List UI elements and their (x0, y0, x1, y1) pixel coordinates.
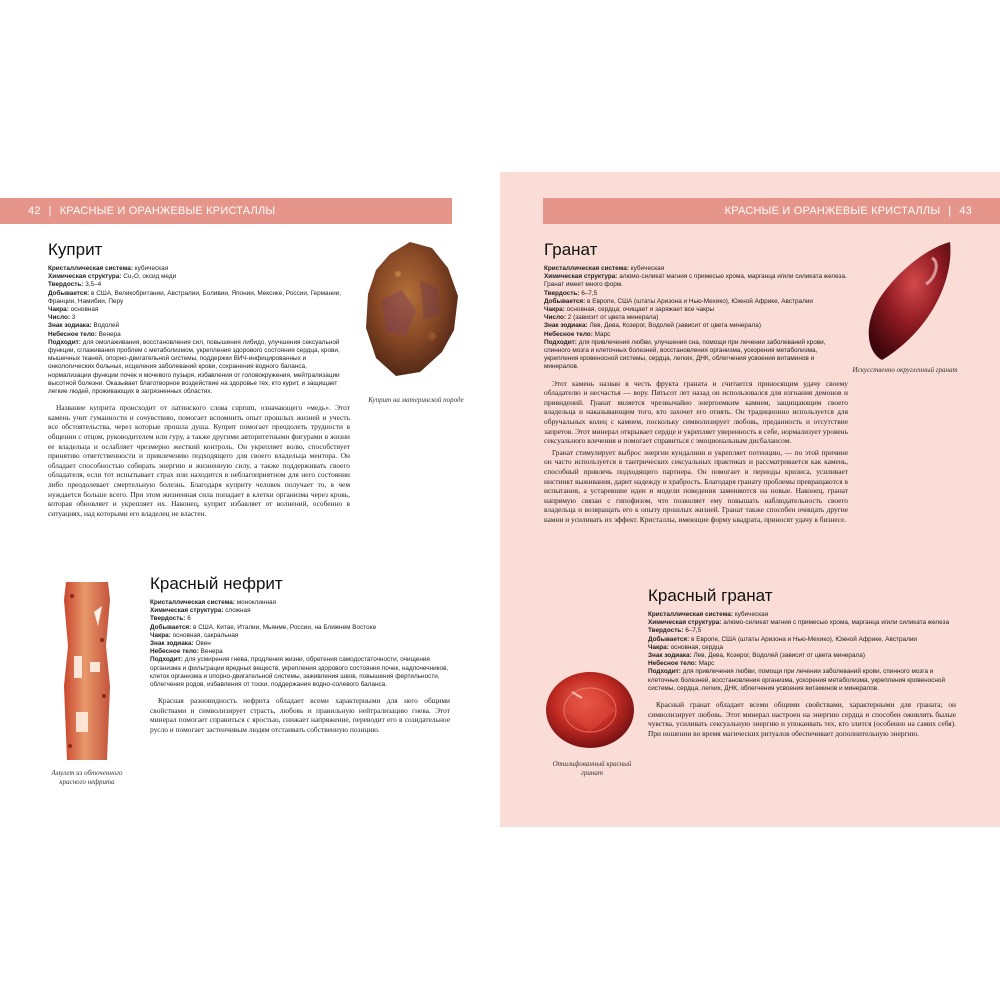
prop-row: Знак зодиака: Лев, Дева, Козерог, Водолей (зависит от цвета минерала) (648, 652, 865, 660)
garnet-section (544, 240, 848, 527)
red-garnet-props (648, 611, 956, 693)
prop-row: Химическая структура: алюмо-силикат магния с примесью хрома, марганца и/или силиката железа. Гранат имеет много форм. (544, 273, 847, 289)
red-jade-props (150, 599, 450, 689)
garnet-rounded-image (862, 238, 958, 364)
prop-row: Твердость: 6–7,5 (648, 627, 702, 635)
cuprite-image (362, 240, 462, 388)
prop-row: Твердость: 6–7,5 (544, 289, 598, 297)
cuprite-section (48, 240, 350, 520)
left-header-title: КРАСНЫЕ И ОРАНЖЕВЫЕ КРИСТАЛЛЫ (59, 205, 276, 217)
prop-row: Кристаллическая система: моноклинная (150, 599, 277, 606)
cuprite-props (48, 265, 350, 396)
right-header-title: КРАСНЫЕ И ОРАНЖЕВЫЕ КРИСТАЛЛЫ (724, 205, 941, 217)
red-garnet-caption: Отшлифованный красный гранат (552, 760, 632, 777)
prop-row: Химическая структура: сложная (150, 607, 251, 615)
page-number-left: 42 (28, 205, 41, 217)
red-jade-title: Красный нефрит (150, 574, 283, 593)
header-separator: | (48, 205, 52, 217)
left-header (0, 198, 452, 224)
prop-row: Чакра: основная (48, 306, 99, 314)
page-number-right: 43 (959, 205, 972, 217)
right-page (500, 172, 1000, 827)
prop-row: Небесное тело: Венера (150, 648, 223, 656)
prop-row: Знак зодиака: Лев, Дева, Козерог, Водолей (зависит от цвета минерала) (544, 322, 761, 330)
red-garnet-faceted-image (542, 668, 638, 754)
garnet-caption: Искусственно округленный гранат (852, 366, 958, 374)
header-separator: | (948, 205, 952, 217)
prop-row: Добывается: в США, Китае, Италии, Мьянме, России, на Ближнем Востоке (150, 623, 377, 631)
red-jade-body: Красная разновидность нефрита обладает всеми характерными для него общими свойствами и символизирует страсть, любовь и правильную нейтрализацию гнева. Этот минерал помогает справиться с яростью, снижает напряжение, переводит его в созидательное русло и помогает застенчивым людям отстаивать собственную позицию. (150, 696, 450, 735)
prop-row: Подходит: для усмирения гнева, продления жизни, обретения самодостаточности, очищения организма и фильтрации вредных веществ, укрепления здорового состояния почек, надпочечников, клеток организма и опорно-двигательной системы, заживления швов, повышения фертильности, облегчения родов, избавления от тоски, поддержания водно-солевого баланса. (150, 656, 449, 689)
prop-row: Чакра: основная, сакральная (150, 631, 239, 639)
garnet-title: Гранат (544, 240, 598, 259)
prop-row: Твердость: 3,5–4 (48, 281, 102, 289)
prop-row: Подходит: для привлечения любви, помощи при лечении заболеваний крови, спинного мозга и клеточных болезней, восстановления организма, ускорения метаболизма, укрепления кровеносной системы, сердца, легких, ДНК, облегчения усвоения витаминов и минералов. (648, 668, 946, 692)
garnet-props (544, 265, 848, 372)
prop-row: Знак зодиака: Овен (150, 640, 211, 648)
garnet-body: Этот камень назван в честь фрукта граната и считается приносящим удачу своему обладателю и несчастья — вору. Пятьсот лет назад он использовался для изгнания демонов и привидений. Гранат является чрезвычайно энергоемким камнем, защищающим своего владельца и наказывающим того, кто захочет его отнять. Он традиционно используется для обручальных колец с камнем, поскольку символизирует любовь, преданность и отсутствие запретов. Этот минерал открывает сердце и укрепляет уверенность в себе, нормализует уровень сексуального влечения и помогает справиться с эмоциональным дисбалансом. Гранат стимулирует выброс энергии кундалини и укрепляет потенцию, — по этой причине он часто используется в тантрических сексуальных практиках и рассматривается как камень, способный привлечь подходящего партнера. Он помогает в периоды кризиса, усиливает инстинкт выживания, дарит надежду и храбрость. Благодаря гранату проблемы превращаются в испытания, а устаревшие идеи и модели поведения заменяются на новые. Наконец, гранат напрямую связан с гипофизом, что позволяет ему повышать наблюдательность своего владельца и возвращать его к опыту прошлых жизней. Гранат также способен очищать другие камни и усиливать их эффект. Кристаллы, имеющие форму квадрата, приносят удачу в бизнесе. (544, 378, 848, 524)
prop-row: Подходит: для привлечения любви, улучшения сна, помощи при лечении заболеваний крови, спинного мозга и клеточных болезней, восстановления организма, ускорения метаболизма, укрепления кровеносной системы, сердца, легких, ДНК, облегчения усвоения витаминов и минералов. (544, 338, 826, 371)
prop-row: Добывается: в Европе, США (штаты Аризона и Нью-Мехико), Южной Африке, Австралии (648, 635, 917, 643)
right-header (543, 198, 1000, 224)
red-jade-amulet-image (58, 576, 116, 766)
prop-row: Число: 2 (зависит от цвета минерала) (544, 314, 659, 322)
cuprite-body: Название куприта происходит от латинского слова cuprum, означающего «медь». Этот камень учит гуманности и сочувствию, помогает вспомнить опыт прошлых жизней и учесть все обстоятельства, через которые прошла душа. Куприт помогает преодолеть трудности в общении с отцом, руководителем или гуру, а также другими авторитетными фигурами в жизни ее владельца и ослабляет чрезмерно жесткий контроль. Он укрепляет волю, способствует принятию ответственности и привлечению подходящего для своего владельца ментора. Он обладает способностью собирать энергию и жизненную силу, а также поддерживать своего обладателя, если тот испытывает страх или находится в неблагоприятном для него состоянии либо преодолевает смертельную болезнь. Благодаря куприту человек получает то, в чем нуждается больше всего. При этом жизненная сила попадает в клетки организма через кровь, которая обновляет и укрепляет их. Наконец, куприт избавляет от волнений, особенно в ситуациях, над которыми его владелец не властен. (48, 403, 350, 518)
prop-row: Химическая структура: Cu₂O, оксид меди (48, 273, 177, 281)
red-garnet-section (648, 586, 956, 740)
red-jade-caption: Амулет из обточенного красного нефрита (51, 769, 123, 786)
prop-row: Подходит: для омолаживания, восстановления сил, повышения либидо, улучшения сексуальной функции, сглаживания проблем с метаболизмом, укрепления здорового состояния сердца, крови, мышечных тканей, опорно-двигательной системы, поддержки ВИЧ-инфицированных и онкологических больных, исцеления заболеваний крови, сохранения водного баланса, нормализации функции почек и мочевого пузыря, избавления от головокружения, мейтрализации высотной болезни. Оказывает благотворное воздействие на здоровье тех, кто курит, и защищает легкие людей, проживающих в загрязненных областях. (48, 338, 340, 396)
prop-row: Твердость: 6 (150, 615, 191, 623)
red-garnet-title: Красный гранат (648, 586, 773, 605)
prop-row: Чакра: основная, сердца (648, 643, 724, 651)
prop-row: Кристаллическая система: кубическая (48, 265, 169, 272)
left-page (0, 172, 498, 827)
prop-row: Небесное тело: Марс (544, 330, 611, 338)
red-jade-section (150, 574, 450, 737)
prop-row: Небесное тело: Венера (48, 330, 121, 338)
prop-row: Кристаллическая система: кубическая (648, 611, 769, 618)
prop-row: Небесное тело: Марс (648, 660, 715, 668)
prop-row: Добывается: в Европе, США (штаты Аризона и Нью-Мехико), Южной Африке, Австралии (544, 297, 813, 305)
prop-row: Чакра: основная, сердца; очищает и заряжает все чакры (544, 306, 715, 314)
cuprite-title: Куприт (48, 240, 103, 259)
prop-row: Кристаллическая система: кубическая (544, 265, 665, 272)
prop-row: Добывается: в США, Великобритании, Австралии, Боливии, Японии, Мексике, России, Германии, Франции, Намибии, Перу (48, 289, 342, 305)
prop-row: Число: 3 (48, 314, 76, 322)
cuprite-caption: Куприт на материнской породе (368, 396, 464, 404)
prop-row: Химическая структура: алюмо-силикат магния с примесью хрома, марганца и/или силиката железа (648, 619, 950, 627)
prop-row: Знак зодиака: Водолей (48, 322, 120, 330)
red-garnet-body: Красный гранат обладает всеми общими свойствами, характерными для граната; он символизирует любовь. Этот минерал настроен на энергию сердца и способен оживлять былые чувства, усиливать сексуальную энергию и упокаивать тех, кто злится (особенно на самих себя). При ношении во время магических ритуалов обеспечивает дополнительную энергию. (648, 700, 956, 738)
